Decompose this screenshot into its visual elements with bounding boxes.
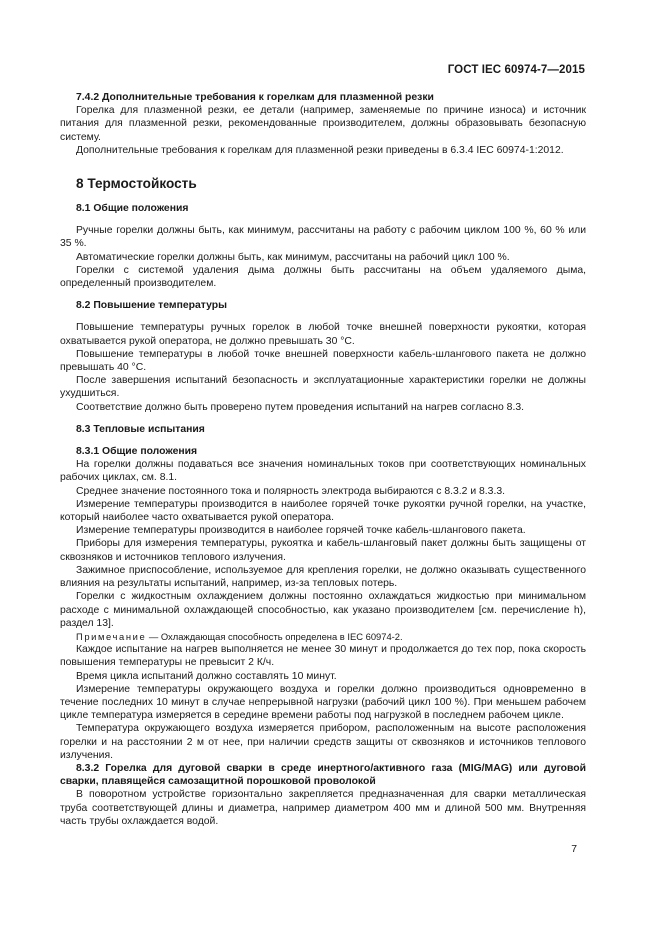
paragraph: Горелки с жидкостным охлаждением должны постоянно охлаждаться жидкостью при минимальном расходе с минимальной охлаждающей способностью, как указано производителем [см. перечисление h), раздел 13]. — [60, 591, 586, 629]
paragraph: Горелка для плазменной резки, ее детали (например, заменяемые по причине износа) и источник питания для плазменной резки, рекомендованные производителем, должны образовывать безопасную систему. — [60, 105, 586, 143]
standard-header: ГОСТ IEC 60974-7—2015 — [447, 64, 585, 76]
paragraph: Среднее значение постоянного тока и полярность электрода выбираются с 8.3.2 и 8.3.3. — [76, 485, 506, 497]
section-8-2-title: 8.2 Повышение температуры — [76, 300, 227, 312]
paragraph: Измерение температуры окружающего воздуха и горелки должно производиться одновременно в течение последних 10 минут в случае непрерывной нагрузки (рабочий цикл 100 %). При меньшем рабочем цикле температура измеряется в середине времени работы под нагрузкой в последнем рабочем цикле. — [60, 683, 586, 722]
note-dash: — — [146, 630, 161, 642]
paragraph: Приборы для измерения температуры, рукоятка и кабель-шланговый пакет должны быть защищены от сквозняков и источников теплового излучения. — [60, 538, 586, 563]
paragraph: Зажимное приспособление, используемое для крепления горелки, не должно оказывать существенного влияния на результаты испытаний, например, из-за тепловых потерь. — [60, 564, 586, 590]
paragraph: Горелки с системой удаления дыма должны быть рассчитаны на объем удаляемого дыма, определенный производителем. — [60, 264, 586, 290]
note-label: Примечание — [76, 630, 147, 642]
paragraph: Повышение температуры в любой точке внешней поверхности кабель-шлангового пакета не должно превышать 40 °С. — [60, 348, 586, 374]
paragraph: Повышение температуры ручных горелок в любой точке внешней поверхности рукоятки, которая охватывается рукой оператора, не должно превышать 30 °С. — [60, 322, 586, 347]
paragraph: На горелки должны подаваться все значения номинальных токов при соответствующих номинальных рабочих циклах, см. 8.1. — [60, 459, 586, 484]
note-text: Охлаждающая способность определена в IEC 60974-2. — [160, 630, 403, 642]
section-8-3-1-title: 8.3.1 Общие положения — [76, 446, 198, 458]
section-7-4-2-title: 7.4.2 Дополнительные требования к горелкам для плазменной резки — [76, 92, 434, 103]
paragraph: Измерение температуры производится в наиболее горячей точке рукоятки ручной горелки, на участке, который наиболее часто охватывается рукой оператора. — [60, 498, 586, 524]
note — [60, 630, 586, 643]
paragraph: Ручные горелки должны быть, как минимум, рассчитаны на работу с рабочим циклом 100 %, 60 % или 35 %. — [60, 225, 586, 250]
section-8-3-2-title: 8.3.2 Горелка для дуговой сварки в среде инертного/активного газа (MIG/MAG) или дуговой сварки, плавящейся самозащитной порошковой проволокой — [60, 762, 586, 788]
paragraph: В поворотном устройстве горизонтально закрепляется предназначенная для сварки металлическая труба соответствующей длины и диаметра, например диаметром 400 мм и длиной 500 мм. Внутренняя часть трубы охлаждается водой. — [60, 789, 586, 827]
paragraph: Температура окружающего воздуха измеряется прибором, расположенным на высоте расположения горелки и на расстоянии 2 м от нее, при наличии средств защиты от сквозняков и источников теплового излучения. — [60, 723, 586, 761]
section-8-1-title: 8.1 Общие положения — [76, 203, 189, 215]
paragraph: Время цикла испытаний должно составлять 10 минут. — [76, 670, 337, 682]
page-content — [60, 91, 586, 828]
section-8-title: 8 Термостойкость — [76, 176, 197, 192]
section-8-3-title: 8.3 Тепловые испытания — [76, 423, 205, 435]
paragraph: Измерение температуры производится в наиболее горячей точке кабель-шлангового пакета. — [76, 525, 526, 537]
paragraph: После завершения испытаний безопасность и эксплуатационные характеристики горелки не должны ухудшиться. — [60, 375, 586, 400]
paragraph: Дополнительные требования к горелкам для плазменной резки приведены в 6.3.4 IEC 60974-1:2012. — [76, 144, 564, 156]
paragraph: Каждое испытание на нагрев выполняется не менее 30 минут и продолжается до тех пор, пока скорость повышения температуры не превысит 2 К/ч. — [60, 644, 586, 669]
paragraph: Соответствие должно быть проверено путем проведения испытаний на нагрев согласно 8.3. — [76, 401, 525, 413]
page-number: 7 — [571, 844, 577, 855]
paragraph: Автоматические горелки должны быть, как минимум, рассчитаны на рабочий цикл 100 %. — [76, 251, 510, 263]
